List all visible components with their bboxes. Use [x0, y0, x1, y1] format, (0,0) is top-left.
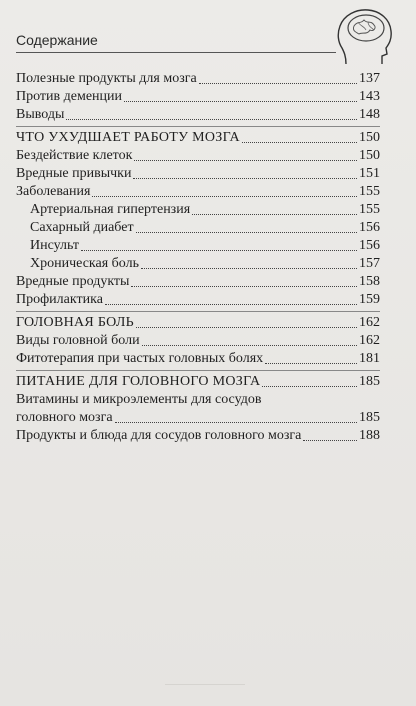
leader-dots [192, 214, 357, 215]
toc-entry-title: Вредные продукты [16, 274, 130, 289]
toc-entry-title: Продукты и блюда для сосудов головного мозга [16, 428, 302, 443]
leader-dots [134, 160, 357, 161]
toc-entry[interactable] [16, 332, 380, 350]
toc-page-number: 181 [359, 351, 380, 366]
toc-entry-title: Выводы [16, 107, 65, 122]
toc-entry-title: Вредные привычки [16, 166, 132, 181]
toc-subentry[interactable] [16, 255, 380, 273]
toc-entry-title: Артериальная гипертензия [30, 202, 191, 217]
toc-entry-title: Фитотерапия при частых головных болях [16, 351, 264, 366]
toc-entry-title: Полезные продукты для мозга [16, 71, 197, 86]
toc-entry[interactable] [16, 409, 380, 427]
toc-entry-title: ГОЛОВНАЯ БОЛЬ [16, 315, 134, 330]
leader-dots [199, 83, 357, 84]
toc-entry-title: Хроническая боль [30, 256, 139, 271]
leader-dots [92, 196, 357, 197]
toc-page-number: 162 [359, 315, 380, 330]
table-of-contents [16, 70, 380, 445]
toc-page-number: 143 [359, 89, 380, 104]
toc-entry-title-line1[interactable]: Витамины и микроэлементы для сосудов [16, 392, 262, 407]
toc-page-number: 137 [359, 71, 380, 86]
section-divider [16, 311, 380, 312]
toc-entry-title: Заболевания [16, 184, 91, 199]
toc-page-number: 158 [359, 274, 380, 289]
toc-subentry[interactable] [16, 219, 380, 237]
leader-dots [265, 363, 357, 364]
leader-dots [81, 250, 357, 251]
toc-entry[interactable] [16, 70, 380, 88]
header-rule [16, 52, 336, 53]
leader-dots [303, 440, 357, 441]
bleed-mark [165, 684, 245, 685]
toc-page-number: 185 [359, 410, 380, 425]
leader-dots [115, 422, 357, 423]
leader-dots [242, 142, 357, 143]
leader-dots [136, 327, 357, 328]
toc-page-number: 162 [359, 333, 380, 348]
toc-entry[interactable] [16, 373, 380, 391]
leader-dots [105, 304, 357, 305]
toc-entry-title: Сахарный диабет [30, 220, 134, 235]
toc-subentry[interactable] [16, 201, 380, 219]
toc-entry[interactable] [16, 314, 380, 332]
toc-entry-title: Виды головной боли [16, 333, 140, 348]
toc-entry-title: ПИТАНИЕ ДЛЯ ГОЛОВНОГО МОЗГА [16, 374, 261, 389]
leader-dots [136, 232, 357, 233]
section-divider [16, 370, 380, 371]
toc-entry[interactable] [16, 273, 380, 291]
toc-page-number: 157 [359, 256, 380, 271]
toc-page-number: 185 [359, 374, 380, 389]
leader-dots [131, 286, 357, 287]
toc-entry[interactable] [16, 147, 380, 165]
toc-entry-title: головного мозга [16, 410, 113, 425]
toc-page-number: 150 [359, 130, 380, 145]
toc-entry[interactable] [16, 183, 380, 201]
toc-entry[interactable] [16, 427, 380, 445]
leader-dots [133, 178, 357, 179]
toc-entry-title: Бездействие клеток [16, 148, 133, 163]
toc-entry-title: Против деменции [16, 89, 123, 104]
toc-page-number: 155 [359, 184, 380, 199]
toc-page-number: 159 [359, 292, 380, 307]
leader-dots [66, 119, 357, 120]
toc-entry[interactable] [16, 129, 380, 147]
toc-page-number: 148 [359, 107, 380, 122]
toc-entry[interactable] [16, 88, 380, 106]
toc-page-number: 188 [359, 428, 380, 443]
toc-page-number: 156 [359, 220, 380, 235]
leader-dots [262, 386, 357, 387]
toc-entry[interactable] [16, 350, 380, 368]
toc-page-number: 150 [359, 148, 380, 163]
toc-entry[interactable] [16, 291, 380, 309]
toc-subentry[interactable] [16, 237, 380, 255]
leader-dots [142, 345, 357, 346]
toc-entry[interactable] [16, 165, 380, 183]
head-brain-icon [328, 6, 398, 66]
leader-dots [124, 101, 357, 102]
toc-entry-title: ЧТО УХУДШАЕТ РАБОТУ МОЗГА [16, 130, 240, 145]
toc-page-number: 151 [359, 166, 380, 181]
section-divider [16, 126, 380, 127]
running-header: Содержание [16, 32, 98, 48]
toc-page-number: 156 [359, 238, 380, 253]
leader-dots [141, 268, 357, 269]
toc-entry[interactable] [16, 106, 380, 124]
toc-entry-title: Инсульт [30, 238, 79, 253]
toc-entry-title: Профилактика [16, 292, 103, 307]
toc-page-number: 155 [359, 202, 380, 217]
